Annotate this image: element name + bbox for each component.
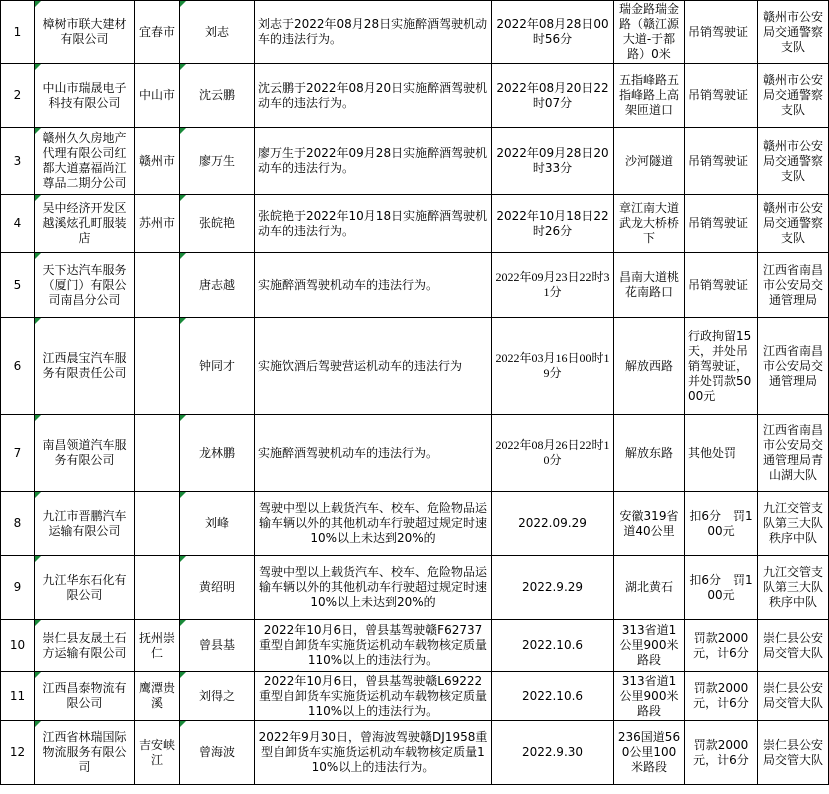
violation-cell: 实施醉酒驾驶机动车的违法行为。 [255, 415, 492, 492]
driver-name-cell: 刘得之 [180, 672, 255, 721]
driver-name-cell: 廖万生 [180, 128, 255, 195]
penalty-cell: 扣6分 罚100元 [685, 492, 758, 556]
company-cell: 九江市晋鹏汽车运输有限公司 [35, 492, 135, 556]
company-cell: 南昌领道汽车服务有限公司 [35, 415, 135, 492]
location-cell: 313省道1公里900米路段 [614, 672, 685, 721]
driver-name-cell: 钟同才 [180, 318, 255, 415]
company-cell: 吴中经济开发区越溪炫孔町服装店 [35, 195, 135, 253]
location-cell: 昌南大道桃花南路口 [614, 253, 685, 318]
table-row [1, 620, 829, 672]
row-number-cell: 3 [1, 128, 35, 195]
authority-cell: 赣州市公安局交通警察支队 [758, 1, 829, 64]
row-number-cell: 10 [1, 620, 35, 672]
penalty-cell: 吊销驾驶证 [685, 128, 758, 195]
company-cell: 中山市瑞晟电子科技有限公司 [35, 64, 135, 128]
company-cell: 江西昌泰物流有限公司 [35, 672, 135, 721]
region-cell: 宜春市 [135, 1, 180, 64]
driver-name-cell: 刘志 [180, 1, 255, 64]
penalty-cell: 罚款2000元，计6分 [685, 672, 758, 721]
region-cell: 赣州市 [135, 128, 180, 195]
company-cell: 赣州久久房地产代理有限公司红都大道嘉福尚江尊品二期分公司 [35, 128, 135, 195]
row-number-cell: 9 [1, 556, 35, 620]
table-row [1, 195, 829, 253]
table-body [1, 1, 829, 785]
region-cell [135, 556, 180, 620]
driver-name-cell: 张皖艳 [180, 195, 255, 253]
region-cell [135, 318, 180, 415]
violation-time-cell: 2022年10月18日22时26分 [492, 195, 614, 253]
penalty-cell: 吊销驾驶证 [685, 253, 758, 318]
row-number-cell: 4 [1, 195, 35, 253]
driver-name-cell: 黄绍明 [180, 556, 255, 620]
location-cell: 解放东路 [614, 415, 685, 492]
location-cell: 解放西路 [614, 318, 685, 415]
table-row [1, 672, 829, 721]
location-cell: 章江南大道武龙大桥桥下 [614, 195, 685, 253]
location-cell: 236国道560公里100米路段 [614, 721, 685, 785]
violation-time-cell: 2022年09月28日20时33分 [492, 128, 614, 195]
violation-cell: 驾驶中型以上载货汽车、校车、危险物品运输车辆以外的其他机动车行驶超过规定时速10%以上未达到20%的 [255, 492, 492, 556]
company-cell: 崇仁县友晟土石方运输有限公司 [35, 620, 135, 672]
location-cell: 安徽319省道40公里 [614, 492, 685, 556]
penalty-cell: 罚款2000元，计6分 [685, 721, 758, 785]
table-row [1, 1, 829, 64]
authority-cell: 赣州市公安局交通警察支队 [758, 195, 829, 253]
region-cell: 苏州市 [135, 195, 180, 253]
table-row [1, 253, 829, 318]
violation-cell: 刘志于2022年08月28日实施醉酒驾驶机动车的违法行为。 [255, 1, 492, 64]
penalty-cell: 吊销驾驶证 [685, 64, 758, 128]
company-cell: 江西晨宝汽车服务有限责任公司 [35, 318, 135, 415]
violation-cell: 廖万生于2022年09月28日实施醉酒驾驶机动车的违法行为。 [255, 128, 492, 195]
row-number-cell: 2 [1, 64, 35, 128]
location-cell: 瑞金路瑞金路（赣江源大道-于都路）0米 [614, 1, 685, 64]
violation-cell: 2022年9月30日，曾海波驾驶赣DJ1958重型自卸货车实施货运机动车载物核定质量110%以上的违法行为。 [255, 721, 492, 785]
company-cell: 九江华东石化有限公司 [35, 556, 135, 620]
authority-cell: 崇仁县公安局交管大队 [758, 620, 829, 672]
violation-cell: 实施醉酒驾驶机动车的违法行为。 [255, 253, 492, 318]
location-cell: 沙河隧道 [614, 128, 685, 195]
region-cell: 抚州崇仁 [135, 620, 180, 672]
row-number-cell: 8 [1, 492, 35, 556]
penalty-cell: 罚款2000元，计6分 [685, 620, 758, 672]
table-row [1, 64, 829, 128]
violation-cell: 张皖艳于2022年10月18日实施醉酒驾驶机动车的违法行为。 [255, 195, 492, 253]
violation-time-cell: 2022.9.29 [492, 556, 614, 620]
row-number-cell: 6 [1, 318, 35, 415]
authority-cell: 崇仁县公安局交管大队 [758, 672, 829, 721]
company-cell: 樟树市联大建材有限公司 [35, 1, 135, 64]
violation-time-cell: 2022年03月16日00时19分 [492, 318, 614, 415]
violation-time-cell: 2022.09.29 [492, 492, 614, 556]
authority-cell: 江西省南昌市公安局交通管理局青山湖大队 [758, 415, 829, 492]
table-row [1, 556, 829, 620]
company-cell: 天下达汽车服务（厦门）有限公司南昌分公司 [35, 253, 135, 318]
table-row [1, 128, 829, 195]
location-cell: 五指峰路五指峰路上高架匝道口 [614, 64, 685, 128]
authority-cell: 九江交管支队第三大队秩序中队 [758, 492, 829, 556]
violation-cell: 沈云鹏于2022年08月20日实施醉酒驾驶机动车的违法行为。 [255, 64, 492, 128]
location-cell: 313省道1公里900米路段 [614, 620, 685, 672]
authority-cell: 九江交管支队第三大队秩序中队 [758, 556, 829, 620]
region-cell [135, 415, 180, 492]
region-cell [135, 492, 180, 556]
driver-name-cell: 唐志越 [180, 253, 255, 318]
row-number-cell: 11 [1, 672, 35, 721]
location-cell: 湖北黄石 [614, 556, 685, 620]
region-cell: 鹰潭贵溪 [135, 672, 180, 721]
region-cell: 吉安峡江 [135, 721, 180, 785]
driver-name-cell: 刘峰 [180, 492, 255, 556]
penalty-cell: 其他处罚 [685, 415, 758, 492]
violation-time-cell: 2022.10.6 [492, 620, 614, 672]
authority-cell: 赣州市公安局交通警察支队 [758, 64, 829, 128]
region-cell [135, 253, 180, 318]
violation-cell: 驾驶中型以上载货汽车、校车、危险物品运输车辆以外的其他机动车行驶超过规定时速10%以上未达到20%的 [255, 556, 492, 620]
violation-time-cell: 2022年08月28日00时56分 [492, 1, 614, 64]
table-row [1, 415, 829, 492]
penalty-cell: 吊销驾驶证 [685, 195, 758, 253]
violation-time-cell: 2022.9.30 [492, 721, 614, 785]
table-row [1, 492, 829, 556]
driver-name-cell: 沈云鹏 [180, 64, 255, 128]
row-number-cell: 7 [1, 415, 35, 492]
authority-cell: 江西省南昌市公安局交通管理局 [758, 318, 829, 415]
authority-cell: 崇仁县公安局交管大队 [758, 721, 829, 785]
table-row [1, 318, 829, 415]
row-number-cell: 5 [1, 253, 35, 318]
row-number-cell: 12 [1, 721, 35, 785]
violation-cell: 2022年10月6日，曾县基驾驶赣L69222重型自卸货车实施货运机动车载物核定质量110%以上的违法行为。 [255, 672, 492, 721]
driver-name-cell: 曾县基 [180, 620, 255, 672]
violation-time-cell: 2022年09月23日22时31分 [492, 253, 614, 318]
violation-cell: 实施饮酒后驾驶营运机动车的违法行为 [255, 318, 492, 415]
company-cell: 江西省林瑞国际物流服务有限公司 [35, 721, 135, 785]
driver-name-cell: 曾海波 [180, 721, 255, 785]
region-cell: 中山市 [135, 64, 180, 128]
authority-cell: 江西省南昌市公安局交通管理局 [758, 253, 829, 318]
violation-time-cell: 2022年08月26日22时10分 [492, 415, 614, 492]
violation-time-cell: 2022年08月20日22时07分 [492, 64, 614, 128]
penalty-cell: 扣6分 罚100元 [685, 556, 758, 620]
table-row [1, 721, 829, 785]
violation-cell: 2022年10月6日，曾县基驾驶赣F62737重型自卸货车实施货运机动车载物核定质量110%以上的违法行为。 [255, 620, 492, 672]
authority-cell: 赣州市公安局交通警察支队 [758, 128, 829, 195]
penalty-cell: 行政拘留15天，并处吊销驾驶证，并处罚款5000元 [685, 318, 758, 415]
row-number-cell: 1 [1, 1, 35, 64]
driver-name-cell: 龙林鹏 [180, 415, 255, 492]
violation-time-cell: 2022.10.6 [492, 672, 614, 721]
penalty-cell: 吊销驾驶证 [685, 1, 758, 64]
